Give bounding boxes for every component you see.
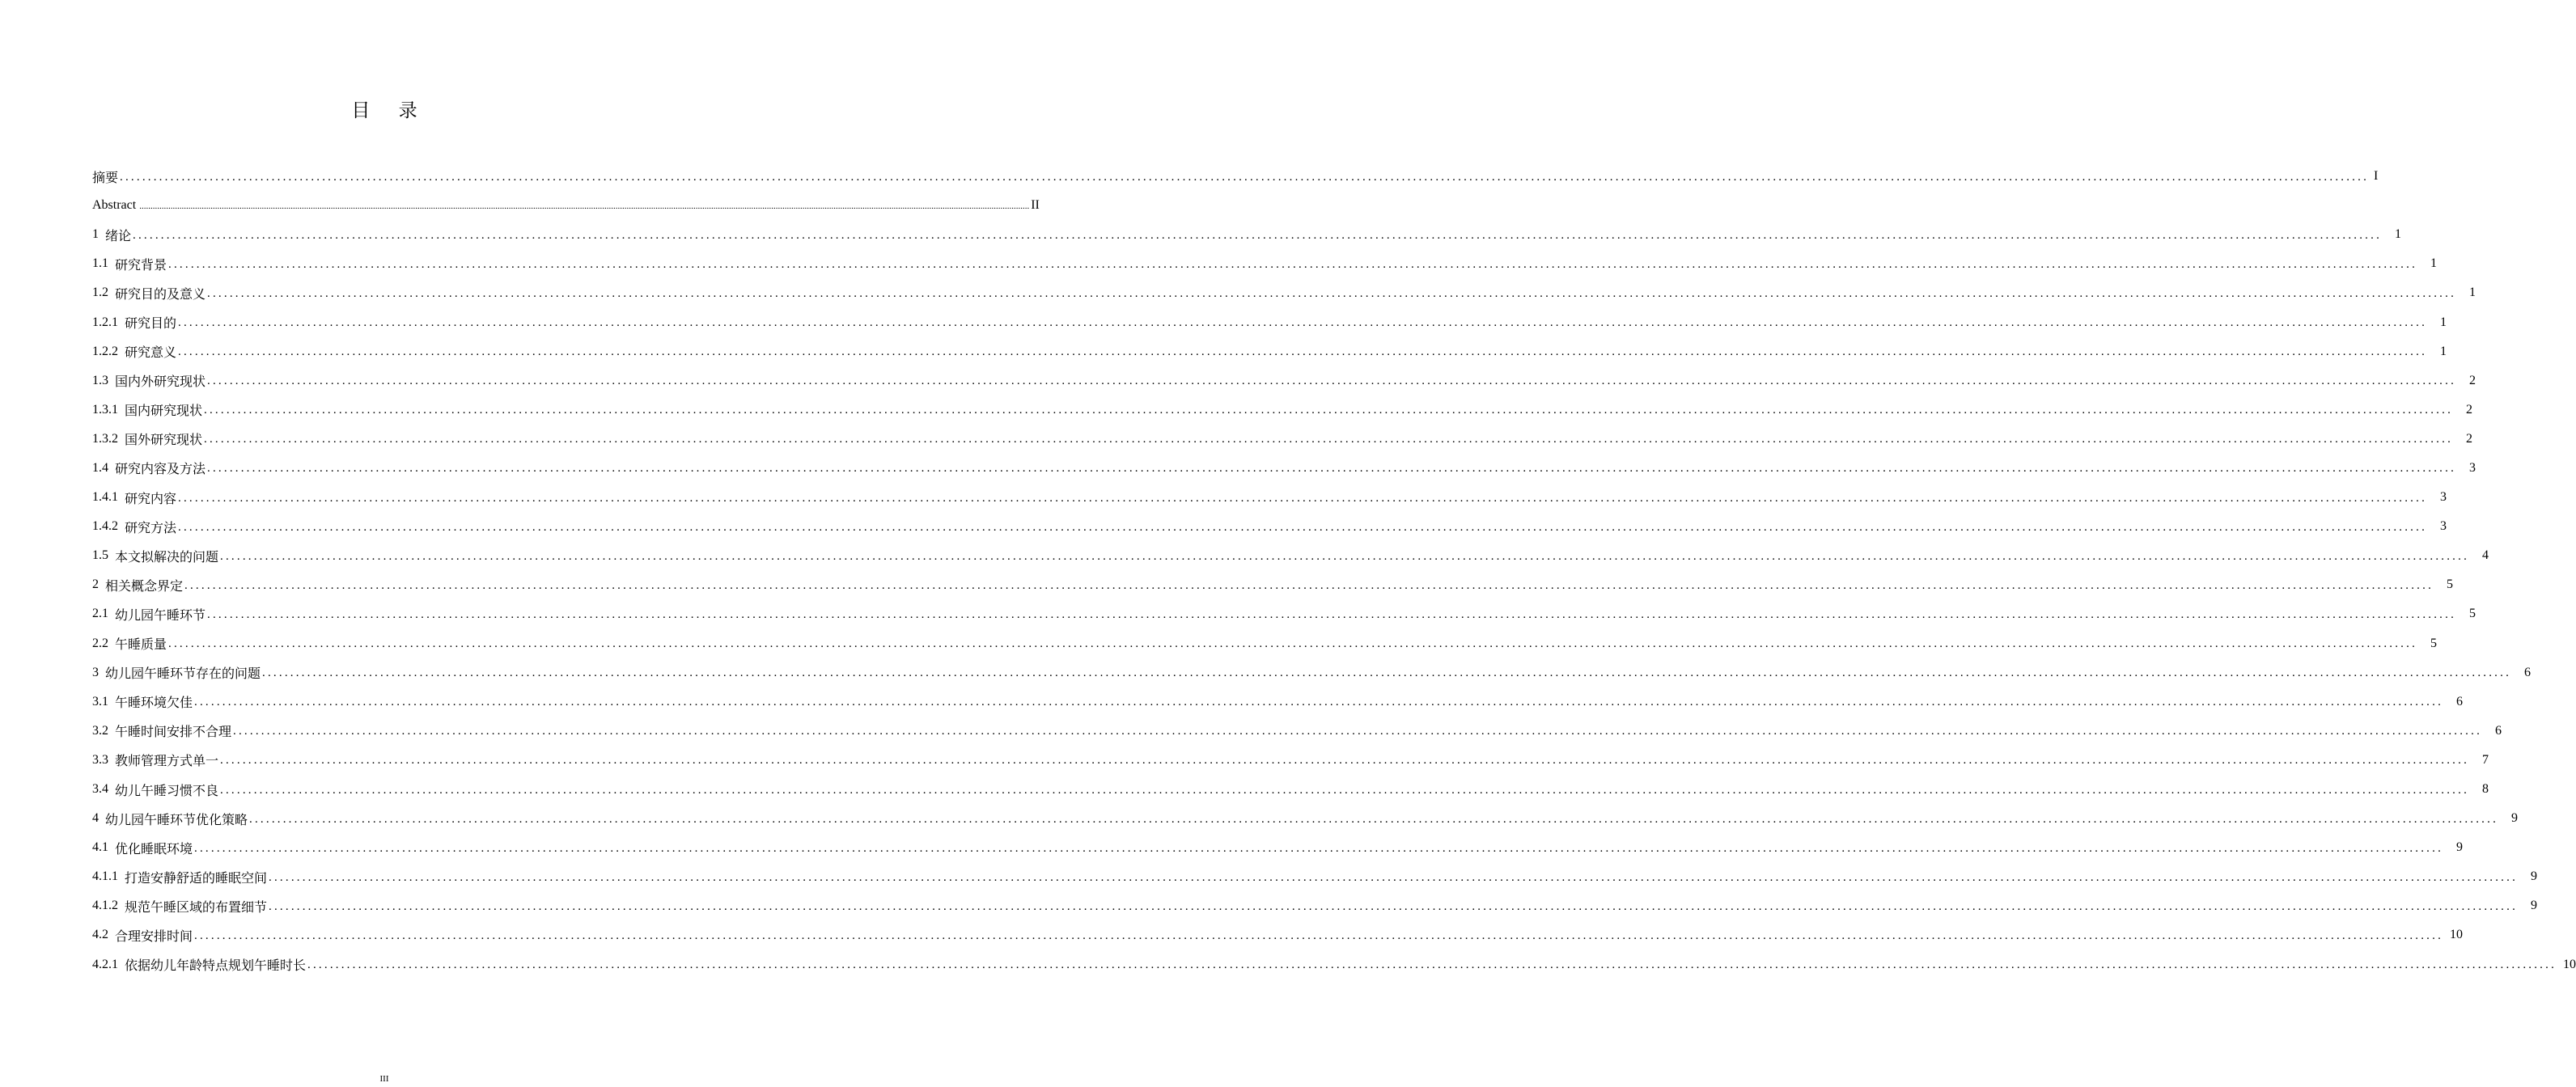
toc-entry-page: 10 bbox=[2450, 928, 2464, 942]
toc-entry-number: 1.3 bbox=[92, 373, 108, 387]
toc-entry[interactable] bbox=[92, 191, 1040, 220]
toc-entry[interactable] bbox=[92, 541, 2489, 570]
toc-entry[interactable] bbox=[92, 629, 2438, 658]
toc-entry-title: 国外研究现状 bbox=[125, 434, 203, 448]
toc-entry-number: 1.4.1 bbox=[92, 490, 118, 505]
toc-entry-title: 午睡时间安排不合理 bbox=[115, 725, 232, 740]
toc-dot-leader: ................................................................................................................................................................................................................................................................................................................................................................................................................ bbox=[139, 201, 1030, 212]
toc-dot-leader: ................................................................................................................................................................................................................................................................................................................................................................................................................ bbox=[194, 841, 2444, 855]
table-of-contents bbox=[92, 162, 2576, 979]
toc-entry[interactable] bbox=[92, 950, 2576, 979]
toc-dot-leader: ................................................................................................................................................................................................................................................................................................................................................................................................................ bbox=[249, 812, 2499, 826]
toc-dot-leader: ................................................................................................................................................................................................................................................................................................................................................................................................................ bbox=[184, 578, 2434, 592]
toc-entry-title: 幼儿午睡习惯不良 bbox=[115, 784, 219, 798]
toc-entry-page: 9 bbox=[2456, 840, 2464, 855]
toc-entry-page: 6 bbox=[2456, 694, 2464, 708]
toc-entry-number: 3.4 bbox=[92, 782, 108, 797]
toc-entry-title: 教师管理方式单一 bbox=[115, 755, 219, 769]
toc-entry-page: II bbox=[1031, 198, 1040, 213]
toc-entry[interactable] bbox=[92, 775, 2489, 804]
toc-entry-title: 研究内容及方法 bbox=[115, 463, 206, 477]
toc-entry-number: 4.1 bbox=[92, 840, 108, 855]
toc-entry-page: 3 bbox=[2469, 460, 2476, 475]
toc-entry-title: 规范午睡区域的布置细节 bbox=[125, 900, 268, 915]
toc-entry[interactable] bbox=[92, 862, 2538, 891]
toc-dot-leader: ................................................................................................................................................................................................................................................................................................................................................................................................................ bbox=[220, 783, 2470, 797]
toc-entry-number: 3.2 bbox=[92, 723, 108, 738]
toc-entry-title: 国内研究现状 bbox=[125, 404, 203, 419]
toc-dot-leader: ................................................................................................................................................................................................................................................................................................................................................................................................................ bbox=[204, 433, 2454, 446]
toc-entry-title: 研究内容 bbox=[125, 492, 177, 506]
toc-entry-page: 2 bbox=[2466, 431, 2473, 446]
toc-entry-title: 研究目的及意义 bbox=[115, 287, 206, 302]
toc-dot-leader: ................................................................................................................................................................................................................................................................................................................................................................................................................ bbox=[194, 928, 2444, 942]
toc-dot-leader: ................................................................................................................................................................................................................................................................................................................................................................................................................ bbox=[178, 345, 2428, 359]
toc-entry-page: 5 bbox=[2447, 577, 2454, 592]
toc-entry-page: 5 bbox=[2430, 636, 2438, 650]
toc-dot-leader: ................................................................................................................................................................................................................................................................................................................................................................................................................ bbox=[168, 637, 2418, 651]
toc-entry-number: 4.2 bbox=[92, 928, 108, 942]
toc-entry-title: 研究背景 bbox=[115, 258, 167, 273]
toc-entry[interactable] bbox=[92, 162, 2379, 191]
toc-entry-page: I bbox=[2374, 169, 2379, 184]
toc-entry[interactable] bbox=[92, 366, 2476, 395]
toc-entry-title: 优化睡眠环境 bbox=[115, 842, 193, 856]
toc-entry-number: 4 bbox=[92, 811, 99, 826]
toc-entry-page: 3 bbox=[2440, 519, 2447, 534]
toc-entry-page: 2 bbox=[2466, 402, 2473, 417]
toc-entry-title: 研究目的 bbox=[125, 317, 177, 332]
toc-entry[interactable] bbox=[92, 220, 2402, 249]
page-title: 目 录 bbox=[351, 100, 429, 121]
toc-entry[interactable] bbox=[92, 337, 2447, 366]
toc-dot-leader: ................................................................................................................................................................................................................................................................................................................................................................................................................ bbox=[220, 549, 2470, 563]
toc-entry-page: 8 bbox=[2482, 782, 2489, 797]
toc-entry-number: 1.5 bbox=[92, 548, 108, 563]
toc-dot-leader: ................................................................................................................................................................................................................................................................................................................................................................................................................ bbox=[207, 286, 2457, 300]
toc-entry-page: 9 bbox=[2531, 899, 2538, 913]
toc-entry-number: 2.1 bbox=[92, 607, 108, 621]
toc-dot-leader: ................................................................................................................................................................................................................................................................................................................................................................................................................ bbox=[168, 257, 2418, 271]
toc-entry-number: 1.2 bbox=[92, 285, 108, 300]
toc-entry-title: Abstract bbox=[92, 198, 137, 213]
toc-entry-page: 6 bbox=[2495, 723, 2502, 738]
toc-entry-number: 1.3.1 bbox=[92, 402, 118, 417]
toc-entry[interactable] bbox=[92, 599, 2476, 628]
toc-dot-leader: ................................................................................................................................................................................................................................................................................................................................................................................................................ bbox=[204, 404, 2454, 417]
toc-entry-page: 1 bbox=[2395, 227, 2402, 242]
toc-entry[interactable] bbox=[92, 278, 2476, 307]
toc-entry-title: 打造安静舒适的睡眠空间 bbox=[125, 871, 268, 886]
toc-entry[interactable] bbox=[92, 570, 2454, 599]
toc-entry-number: 1.4.2 bbox=[92, 519, 118, 534]
toc-entry-page: 6 bbox=[2524, 665, 2532, 679]
toc-entry-title: 研究方法 bbox=[125, 521, 177, 535]
toc-entry-page: 3 bbox=[2440, 490, 2447, 505]
toc-entry-page: 9 bbox=[2511, 811, 2519, 826]
toc-dot-leader: ................................................................................................................................................................................................................................................................................................................................................................................................................ bbox=[178, 316, 2428, 330]
toc-dot-leader: ................................................................................................................................................................................................................................................................................................................................................................................................................ bbox=[178, 491, 2428, 505]
toc-dot-leader: ................................................................................................................................................................................................................................................................................................................................................................................................................ bbox=[133, 228, 2383, 242]
toc-entry-title: 本文拟解决的问题 bbox=[115, 550, 219, 565]
toc-entry-title: 相关概念界定 bbox=[105, 579, 184, 594]
toc-entry-number: 1.4 bbox=[92, 460, 108, 475]
toc-entry-number: 1.2.1 bbox=[92, 315, 118, 329]
toc-entry[interactable] bbox=[92, 746, 2489, 775]
toc-entry-page: 1 bbox=[2430, 256, 2438, 271]
toc-entry-page: 7 bbox=[2482, 752, 2489, 767]
page-number: III bbox=[379, 1074, 389, 1084]
toc-entry-title: 幼儿园午睡环节优化策略 bbox=[105, 813, 248, 827]
toc-entry-number: 3.3 bbox=[92, 752, 108, 767]
toc-entry-page: 2 bbox=[2469, 373, 2476, 387]
toc-entry-number: 3.1 bbox=[92, 694, 108, 708]
toc-dot-leader: ................................................................................................................................................................................................................................................................................................................................................................................................................ bbox=[262, 666, 2512, 680]
toc-entry-page: 5 bbox=[2469, 607, 2476, 621]
toc-dot-leader: ................................................................................................................................................................................................................................................................................................................................................................................................................ bbox=[269, 870, 2519, 884]
toc-dot-leader: ................................................................................................................................................................................................................................................................................................................................................................................................................ bbox=[207, 374, 2457, 388]
toc-entry-title: 国内外研究现状 bbox=[115, 375, 206, 390]
toc-entry-number: 1.3.2 bbox=[92, 431, 118, 446]
toc-entry[interactable] bbox=[92, 658, 2532, 687]
toc-dot-leader: ................................................................................................................................................................................................................................................................................................................................................................................................................ bbox=[120, 170, 2370, 184]
toc-entry-title: 绪论 bbox=[105, 229, 132, 243]
toc-entry-title: 午睡环境欠佳 bbox=[115, 696, 193, 711]
toc-entry-title: 合理安排时间 bbox=[115, 929, 193, 944]
toc-dot-leader: ................................................................................................................................................................................................................................................................................................................................................................................................................ bbox=[178, 520, 2428, 534]
toc-entry-number: 1.1 bbox=[92, 256, 108, 271]
toc-entry-title: 研究意义 bbox=[125, 346, 177, 361]
toc-dot-leader: ................................................................................................................................................................................................................................................................................................................................................................................................................ bbox=[269, 899, 2519, 913]
toc-entry-number: 3 bbox=[92, 665, 99, 679]
toc-entry-title: 午睡质量 bbox=[115, 638, 167, 653]
toc-entry[interactable] bbox=[92, 687, 2464, 717]
toc-dot-leader: ................................................................................................................................................................................................................................................................................................................................................................................................................ bbox=[233, 725, 2483, 738]
toc-dot-leader: ................................................................................................................................................................................................................................................................................................................................................................................................................ bbox=[194, 696, 2444, 709]
toc-entry[interactable] bbox=[92, 454, 2476, 483]
toc-entry[interactable] bbox=[92, 804, 2519, 833]
toc-entry[interactable] bbox=[92, 833, 2464, 862]
toc-entry[interactable] bbox=[92, 483, 2447, 512]
toc-entry[interactable] bbox=[92, 395, 2473, 425]
toc-entry-page: 4 bbox=[2482, 548, 2489, 563]
toc-entry-number: 4.2.1 bbox=[92, 957, 118, 971]
toc-entry-number: 2 bbox=[92, 577, 99, 592]
toc-dot-leader: ................................................................................................................................................................................................................................................................................................................................................................................................................ bbox=[307, 958, 2557, 972]
toc-dot-leader: ................................................................................................................................................................................................................................................................................................................................................................................................................ bbox=[207, 607, 2457, 621]
toc-entry-title: 摘要 bbox=[92, 171, 119, 185]
toc-entry[interactable] bbox=[92, 717, 2502, 746]
toc-entry[interactable] bbox=[92, 920, 2464, 950]
toc-entry[interactable] bbox=[92, 249, 2438, 278]
toc-entry[interactable] bbox=[92, 425, 2473, 454]
toc-entry-title: 幼儿园午睡环节 bbox=[115, 608, 206, 623]
toc-entry-page: 9 bbox=[2531, 869, 2538, 884]
toc-entry[interactable] bbox=[92, 512, 2447, 541]
toc-entry-number: 4.1.2 bbox=[92, 899, 118, 913]
toc-entry-page: 10 bbox=[2563, 957, 2576, 971]
toc-entry-page: 1 bbox=[2440, 315, 2447, 329]
toc-entry-page: 1 bbox=[2440, 344, 2447, 358]
toc-entry-number: 4.1.1 bbox=[92, 869, 118, 884]
toc-entry-page: 1 bbox=[2469, 285, 2476, 300]
toc-dot-leader: ................................................................................................................................................................................................................................................................................................................................................................................................................ bbox=[220, 754, 2470, 768]
toc-entry-title: 幼儿园午睡环节存在的问题 bbox=[105, 667, 261, 682]
toc-entry-title: 依据幼儿年龄特点规划午睡时长 bbox=[125, 959, 307, 974]
toc-entry[interactable] bbox=[92, 307, 2447, 336]
toc-entry[interactable] bbox=[92, 891, 2538, 920]
toc-dot-leader: ................................................................................................................................................................................................................................................................................................................................................................................................................ bbox=[207, 462, 2457, 476]
toc-entry-number: 1.2.2 bbox=[92, 344, 118, 358]
toc-entry-number: 2.2 bbox=[92, 636, 108, 650]
toc-entry-number: 1 bbox=[92, 227, 99, 242]
